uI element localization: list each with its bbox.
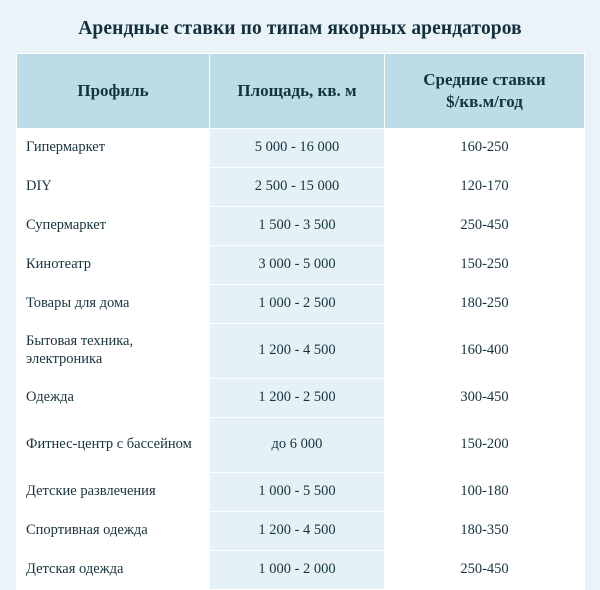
cell-profile: Гипермаркет [17, 129, 210, 168]
table-container [16, 53, 584, 590]
cell-area: 1 200 - 2 500 [210, 379, 385, 418]
cell-rate: 100-180 [385, 473, 585, 512]
column-header-area: Площадь, кв. м [210, 54, 385, 129]
cell-rate: 250-450 [385, 551, 585, 590]
cell-area: до 6 000 [210, 418, 385, 473]
cell-profile: Детская одежда [17, 551, 210, 590]
table-row [17, 168, 585, 207]
cell-rate: 160-400 [385, 324, 585, 379]
cell-rate: 160-250 [385, 129, 585, 168]
table-header-row [17, 54, 585, 129]
cell-profile: Бытовая техника, электроника [17, 324, 210, 379]
cell-area: 5 000 - 16 000 [210, 129, 385, 168]
column-header-rate-line1: Средние ставки [423, 70, 546, 90]
table-row [17, 418, 585, 473]
column-header-rate [385, 54, 585, 129]
cell-area: 1 000 - 2 500 [210, 285, 385, 324]
cell-rate: 120-170 [385, 168, 585, 207]
rental-rates-table [16, 53, 585, 590]
cell-profile: Товары для дома [17, 285, 210, 324]
table-row [17, 207, 585, 246]
table-row [17, 246, 585, 285]
cell-rate: 300-450 [385, 379, 585, 418]
table-row [17, 551, 585, 590]
cell-area: 1 200 - 4 500 [210, 324, 385, 379]
page-title: Арендные ставки по типам якорных арендаторов [78, 18, 522, 39]
cell-rate: 180-350 [385, 512, 585, 551]
cell-rate: 150-250 [385, 246, 585, 285]
cell-area: 1 000 - 5 500 [210, 473, 385, 512]
table-row [17, 512, 585, 551]
cell-profile: Фитнес-центр с бассейном [17, 418, 210, 473]
cell-profile: Спортивная одежда [17, 512, 210, 551]
cell-profile: Кинотеатр [17, 246, 210, 285]
cell-area: 1 000 - 2 000 [210, 551, 385, 590]
cell-rate: 250-450 [385, 207, 585, 246]
cell-rate: 180-250 [385, 285, 585, 324]
cell-profile: Одежда [17, 379, 210, 418]
table-body [17, 129, 585, 590]
table-row [17, 285, 585, 324]
column-header-rate-line2: $/кв.м/год [446, 92, 523, 111]
column-header-profile: Профиль [17, 54, 210, 129]
table-header [17, 54, 585, 129]
table-row [17, 473, 585, 512]
cell-profile: Детские развлечения [17, 473, 210, 512]
cell-area: 3 000 - 5 000 [210, 246, 385, 285]
table-row [17, 324, 585, 379]
cell-area: 1 200 - 4 500 [210, 512, 385, 551]
cell-area: 1 500 - 3 500 [210, 207, 385, 246]
cell-profile: Супермаркет [17, 207, 210, 246]
cell-profile: DIY [17, 168, 210, 207]
table-row [17, 379, 585, 418]
cell-area: 2 500 - 15 000 [210, 168, 385, 207]
table-row [17, 129, 585, 168]
cell-rate: 150-200 [385, 418, 585, 473]
